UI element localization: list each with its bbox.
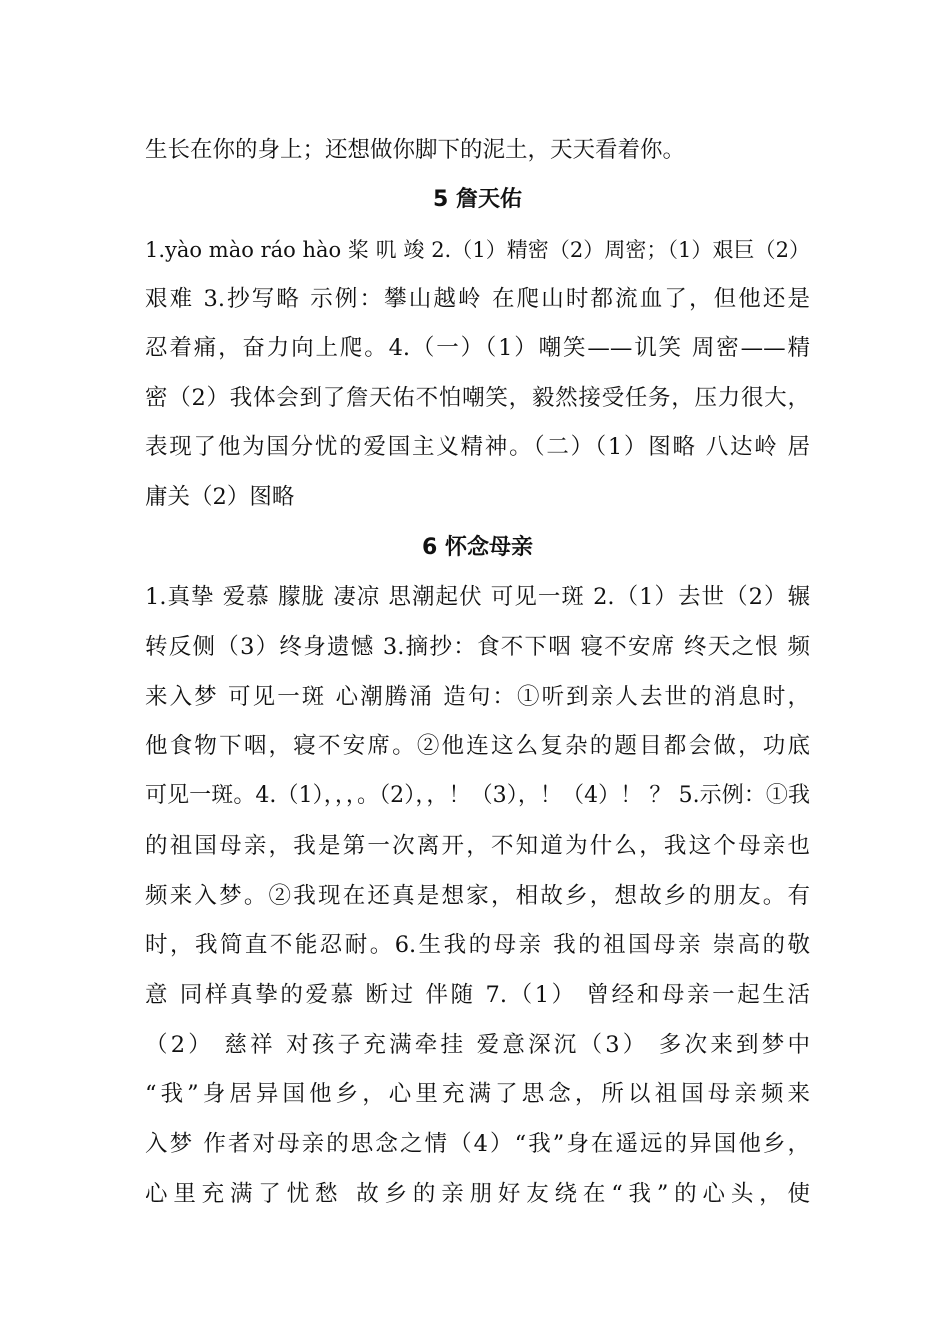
text-line: 频来入梦。②我现在还真是想家，相故乡，想故乡的朋友。有 [145,883,810,909]
text-line: 他食物下咽，寝不安席。②他连这么复杂的题目都会做，功底 [145,733,810,759]
text-line: 意 同样真挚的爱慕 断过 伴随 7.（1） 曾经和母亲一起生活 [145,982,810,1008]
text-line: 时，我简直不能忍耐。6.生我的母亲 我的祖国母亲 崇高的敬 [145,932,810,958]
text-line: （2） 慈祥 对孩子充满牵挂 爱意深沉（3） 多次来到梦中 [145,1032,810,1058]
text-line: 密（2）我体会到了詹天佑不怕嘲笑，毅然接受任务，压力很大， [145,385,810,411]
text-line: 的祖国母亲，我是第一次离开，不知道为什么，我这个母亲也 [145,833,810,859]
section-heading-6: 6 怀念母亲 [422,535,533,560]
text-line: 艰难 3.抄写略 示例：攀山越岭 在爬山时都流血了，但他还是 [145,286,810,312]
text-line: “我”身居异国他乡，心里充满了思念，所以祖国母亲频来 [145,1081,810,1107]
text-line: 心里充满了忧愁 故乡的亲朋好友绕在“我”的心头，使 [145,1181,810,1207]
section-heading-5: 5 詹天佑 [433,187,522,212]
text-line: 忍着痛，奋力向上爬。4.（一）（1）嘲笑——讥笑 周密——精 [145,335,810,361]
text-line: 转反侧（3）终身遗憾 3.摘抄：食不下咽 寝不安席 终天之恨 频 [145,634,810,660]
text-line: 来入梦 可见一斑 心潮腾涌 造句：①听到亲人去世的消息时， [145,684,810,710]
text-line: 表现了他为国分忧的爱国主义精神。（二）（1）图略 八达岭 居 [145,434,810,460]
text-line: 可见一斑。4.（1），，，。（2），，！（3），！（4）！ ？ 5.示例：①我 [145,783,810,808]
text-line: 1.真挚 爱慕 朦胧 凄凉 思潮起伏 可见一斑 2.（1）去世（2）辗 [145,584,810,610]
text-line: 生长在你的身上；还想做你脚下的泥土，天天看着你。 [145,137,686,163]
text-line: 庸关（2）图略 [145,484,295,510]
text-line: 入梦 作者对母亲的思念之情（4）“我”身在遥远的异国他乡， [145,1131,810,1157]
text-line: 1.yào mào ráo hào 桨 叽 竣 2.（1）精密（2）周密；（1）艰巨（2） [145,238,810,262]
